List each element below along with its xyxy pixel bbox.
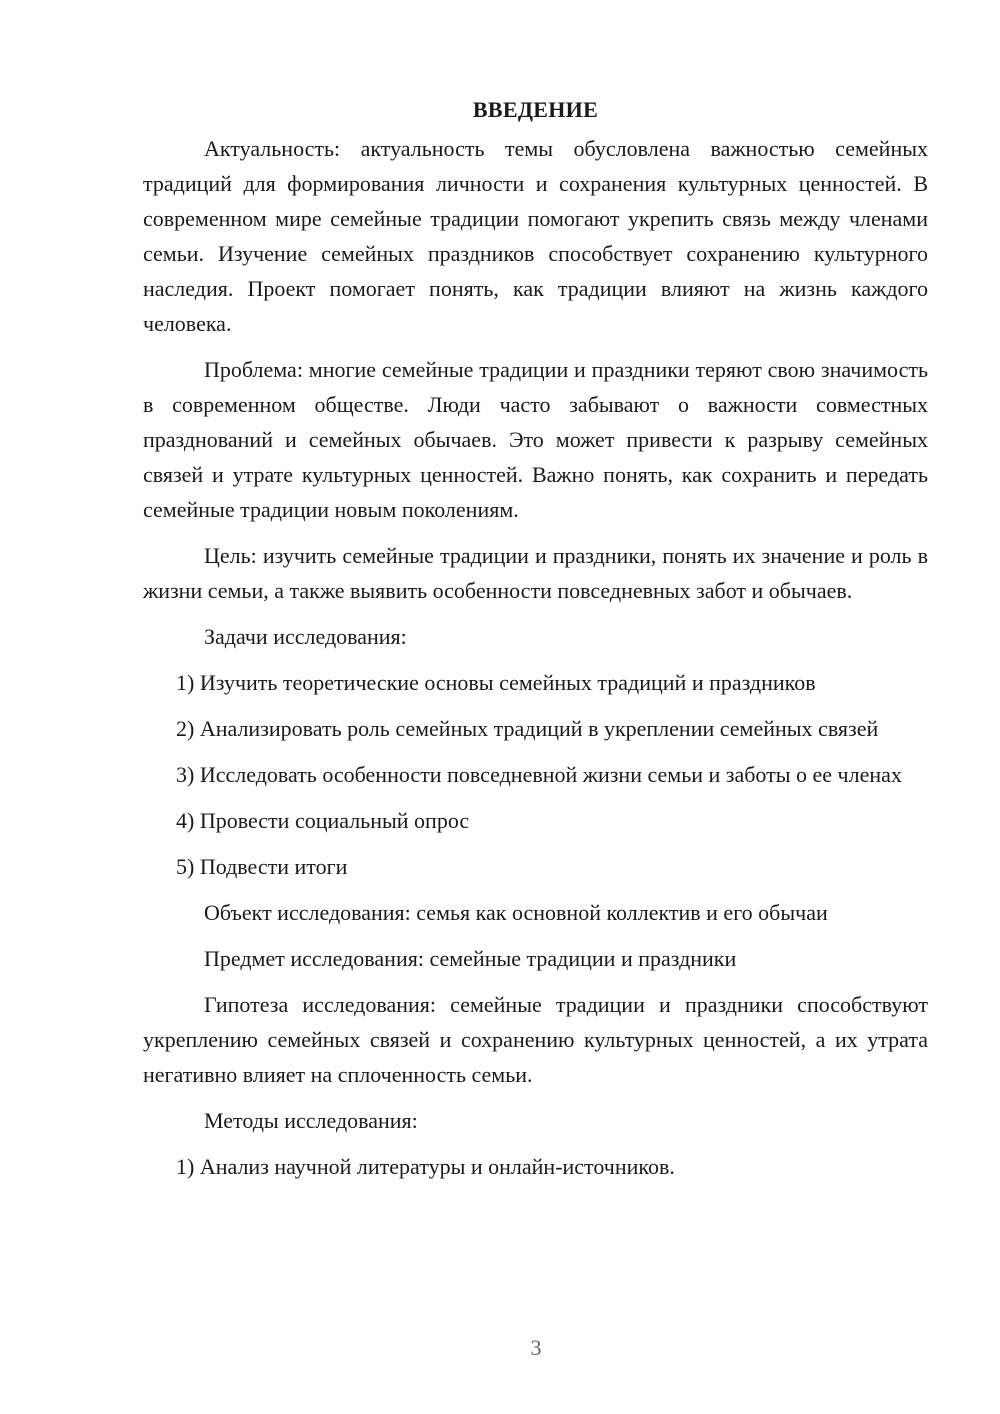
hypothesis-paragraph: Гипотеза исследования: семейные традиции и праздники способствуют укреплению семейных связей и сохранению культурных ценностей, а их утрата негативно влияет на сплоченность семьи. <box>143 992 928 1087</box>
problem-paragraph: Проблема: многие семейные традиции и праздники теряют свою значимость в современном обществе. Люди часто забывают о важности совместных празднований и семейных обычаев. Это может привести к разрыву семейных связей и утрате культурных ценностей. Важно понять, как сохранить и передать семейные традиции новым поколениям. <box>143 357 928 522</box>
goal-paragraph: Цель: изучить семейные традиции и праздники, понять их значение и роль в жизни семьи, а также выявить особенности повседневных забот и обычаев. <box>143 543 928 603</box>
object-paragraph: Объект исследования: семья как основной коллектив и его обычаи <box>204 900 828 925</box>
subject-paragraph: Предмет исследования: семейные традиции и праздники <box>204 946 737 971</box>
section-heading: ВВЕДЕНИЕ <box>472 97 599 122</box>
task-item: 4) Провести социальный опрос <box>176 808 470 833</box>
method-item: 1) Анализ научной литературы и онлайн-источников. <box>176 1154 675 1179</box>
task-item: 3) Исследовать особенности повседневной жизни семьи и заботы о ее членах <box>176 762 902 787</box>
page-number: 3 <box>530 1335 542 1360</box>
task-item: 1) Изучить теоретические основы семейных традиций и праздников <box>176 670 816 695</box>
task-item: 5) Подвести итоги <box>176 854 348 879</box>
tasks-heading: Задачи исследования: <box>204 624 407 649</box>
task-item: 2) Анализировать роль семейных традиций в укреплении семейных связей <box>176 716 879 741</box>
methods-heading: Методы исследования: <box>204 1108 418 1133</box>
document-page <box>143 95 928 1195</box>
relevance-paragraph: Актуальность: актуальность темы обусловлена важностью семейных традиций для формирования личности и сохранения культурных ценностей. В современном мире семейные традиции помогают укрепить связь между членами семьи. Изучение семейных праздников способствует сохранению культурного наследия. Проект помогает понять, как традиции влияют на жизнь каждого человека. <box>143 136 928 336</box>
